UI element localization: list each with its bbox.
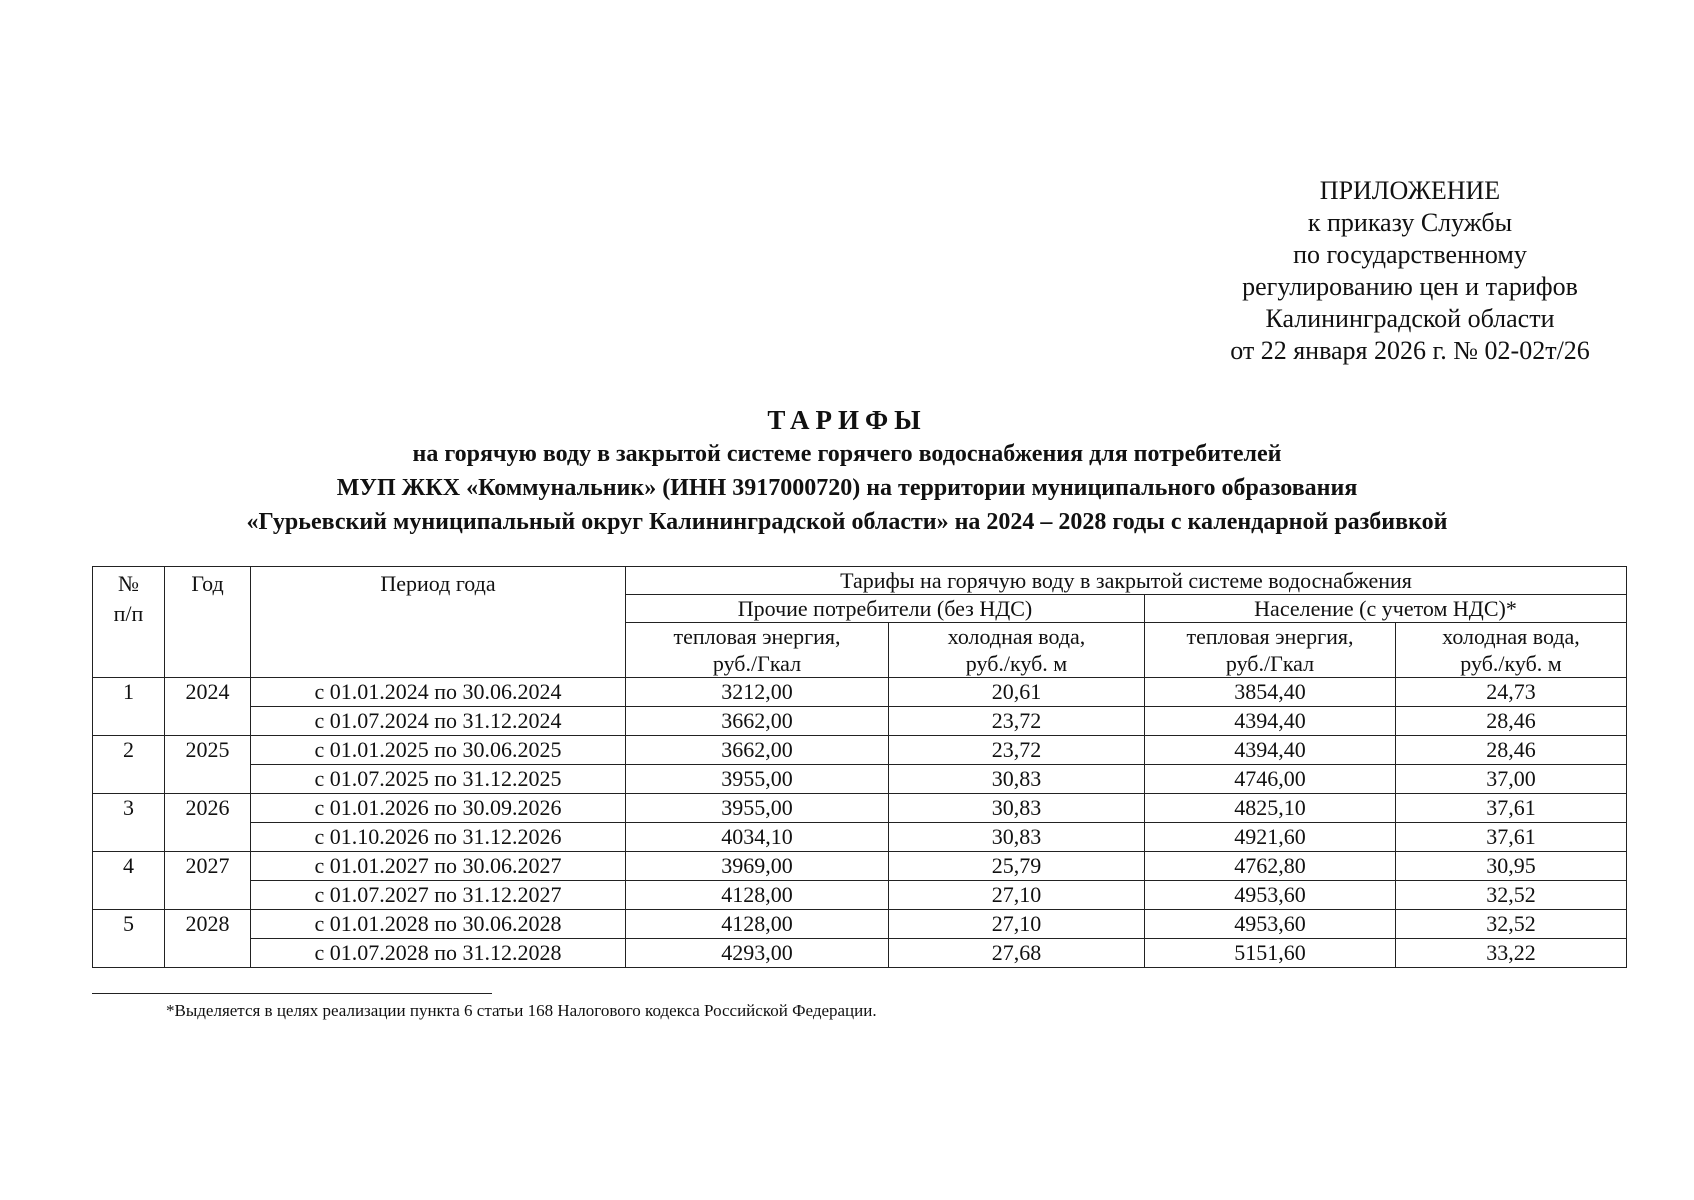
header-other-heat <box>626 623 889 678</box>
cell-other-heat: 4034,10 <box>626 823 889 852</box>
appendix-line: ПРИЛОЖЕНИЕ <box>1319 176 1501 205</box>
appendix-line: от 22 января 2026 г. № 02-02т/26 <box>1230 336 1590 365</box>
header-num <box>93 567 165 678</box>
cell-other-cold: 30,83 <box>889 823 1145 852</box>
row-num: 5 <box>93 910 165 968</box>
row-period: с 01.01.2024 по 30.06.2024 <box>251 678 626 707</box>
row-period: с 01.01.2025 по 30.06.2025 <box>251 736 626 765</box>
appendix-line: Калининградской области <box>1265 304 1555 333</box>
header-heat-line2: руб./Гкал <box>1225 651 1315 676</box>
table-row <box>93 852 1627 881</box>
row-period: с 01.07.2024 по 31.12.2024 <box>251 707 626 736</box>
row-period: с 01.01.2027 по 30.06.2027 <box>251 852 626 881</box>
cell-other-heat: 3212,00 <box>626 678 889 707</box>
footnote: *Выделяется в целях реализации пункта 6 статьи 168 Налогового кодекса Российской Федерации. <box>166 1001 877 1020</box>
cell-other-cold: 25,79 <box>889 852 1145 881</box>
cell-pop-heat: 4394,40 <box>1145 707 1396 736</box>
cell-other-heat: 4128,00 <box>626 881 889 910</box>
footnote-divider <box>92 993 492 994</box>
title-line: МУП ЖКХ «Коммунальник» (ИНН 3917000720) на территории муниципального образования <box>336 475 1358 501</box>
appendix-line: по государственному <box>1293 240 1527 269</box>
cell-other-cold: 23,72 <box>889 707 1145 736</box>
cell-pop-cold: 37,61 <box>1396 823 1627 852</box>
header-pop-heat <box>1145 623 1396 678</box>
row-period: с 01.01.2028 по 30.06.2028 <box>251 910 626 939</box>
cell-pop-heat: 4921,60 <box>1145 823 1396 852</box>
table-body <box>93 678 1627 968</box>
cell-other-heat: 4293,00 <box>626 939 889 968</box>
header-other-consumers: Прочие потребители (без НДС) <box>626 595 1145 623</box>
header-pop-cold <box>1396 623 1627 678</box>
table-header <box>93 567 1627 678</box>
cell-other-cold: 27,68 <box>889 939 1145 968</box>
appendix-line: регулированию цен и тарифов <box>1242 272 1578 301</box>
cell-pop-cold: 37,61 <box>1396 794 1627 823</box>
cell-pop-heat: 5151,60 <box>1145 939 1396 968</box>
cell-pop-cold: 33,22 <box>1396 939 1627 968</box>
row-year: 2025 <box>165 736 251 794</box>
appendix-line: к приказу Службы <box>1307 208 1513 237</box>
table-row <box>93 823 1627 852</box>
cell-other-cold: 23,72 <box>889 736 1145 765</box>
title-line: «Гурьевский муниципальный округ Калининградской области» на 2024 – 2028 годы с календарной разбивкой <box>246 509 1448 535</box>
cell-other-cold: 27,10 <box>889 881 1145 910</box>
cell-other-heat: 3969,00 <box>626 852 889 881</box>
cell-pop-cold: 32,52 <box>1396 910 1627 939</box>
header-num-line1: № <box>118 571 139 596</box>
header-cold-line2: руб./куб. м <box>965 651 1068 676</box>
header-cold-line2: руб./куб. м <box>1460 651 1562 676</box>
row-year: 2026 <box>165 794 251 852</box>
title-main: ТАРИФЫ <box>767 405 927 435</box>
tariffs-table <box>92 566 1627 968</box>
cell-pop-cold: 24,73 <box>1396 678 1627 707</box>
cell-other-heat: 3662,00 <box>626 736 889 765</box>
cell-other-cold: 30,83 <box>889 765 1145 794</box>
row-num: 2 <box>93 736 165 794</box>
document-title <box>0 403 1694 539</box>
cell-other-heat: 4128,00 <box>626 910 889 939</box>
header-period: Период года <box>251 567 626 678</box>
header-population: Население (с учетом НДС)* <box>1145 595 1627 623</box>
header-other-cold <box>889 623 1145 678</box>
cell-other-cold: 30,83 <box>889 794 1145 823</box>
cell-pop-cold: 37,00 <box>1396 765 1627 794</box>
cell-other-cold: 27,10 <box>889 910 1145 939</box>
row-period: с 01.10.2026 по 31.12.2026 <box>251 823 626 852</box>
header-cold-line1: холодная вода, <box>1442 624 1580 649</box>
cell-other-heat: 3662,00 <box>626 707 889 736</box>
table-row <box>93 881 1627 910</box>
header-cold-line1: холодная вода, <box>947 624 1086 649</box>
row-num: 3 <box>93 794 165 852</box>
header-group: Тарифы на горячую воду в закрытой системе водоснабжения <box>626 567 1627 595</box>
table-row <box>93 678 1627 707</box>
cell-pop-heat: 4746,00 <box>1145 765 1396 794</box>
appendix-block <box>1190 175 1630 367</box>
table-row <box>93 765 1627 794</box>
cell-pop-heat: 3854,40 <box>1145 678 1396 707</box>
cell-pop-heat: 4953,60 <box>1145 910 1396 939</box>
row-period: с 01.07.2025 по 31.12.2025 <box>251 765 626 794</box>
cell-other-heat: 3955,00 <box>626 794 889 823</box>
cell-pop-heat: 4394,40 <box>1145 736 1396 765</box>
row-year: 2024 <box>165 678 251 736</box>
table-row <box>93 707 1627 736</box>
header-heat-line2: руб./Гкал <box>712 651 802 676</box>
row-num: 1 <box>93 678 165 736</box>
row-year: 2027 <box>165 852 251 910</box>
row-period: с 01.07.2027 по 31.12.2027 <box>251 881 626 910</box>
row-year: 2028 <box>165 910 251 968</box>
table-row <box>93 736 1627 765</box>
cell-pop-heat: 4953,60 <box>1145 881 1396 910</box>
cell-pop-cold: 28,46 <box>1396 707 1627 736</box>
row-num: 4 <box>93 852 165 910</box>
cell-pop-cold: 28,46 <box>1396 736 1627 765</box>
header-heat-line1: тепловая энергия, <box>1186 624 1354 649</box>
table-row <box>93 939 1627 968</box>
cell-pop-cold: 32,52 <box>1396 881 1627 910</box>
title-line: на горячую воду в закрытой системе горячего водоснабжения для потребителей <box>412 441 1282 467</box>
cell-pop-heat: 4825,10 <box>1145 794 1396 823</box>
table-row <box>93 910 1627 939</box>
cell-other-cold: 20,61 <box>889 678 1145 707</box>
cell-pop-cold: 30,95 <box>1396 852 1627 881</box>
cell-other-heat: 3955,00 <box>626 765 889 794</box>
row-period: с 01.07.2028 по 31.12.2028 <box>251 939 626 968</box>
cell-pop-heat: 4762,80 <box>1145 852 1396 881</box>
header-heat-line1: тепловая энергия, <box>673 624 841 649</box>
header-num-line2: п/п <box>113 601 144 626</box>
row-period: с 01.01.2026 по 30.09.2026 <box>251 794 626 823</box>
header-year: Год <box>165 567 251 678</box>
table-row <box>93 794 1627 823</box>
